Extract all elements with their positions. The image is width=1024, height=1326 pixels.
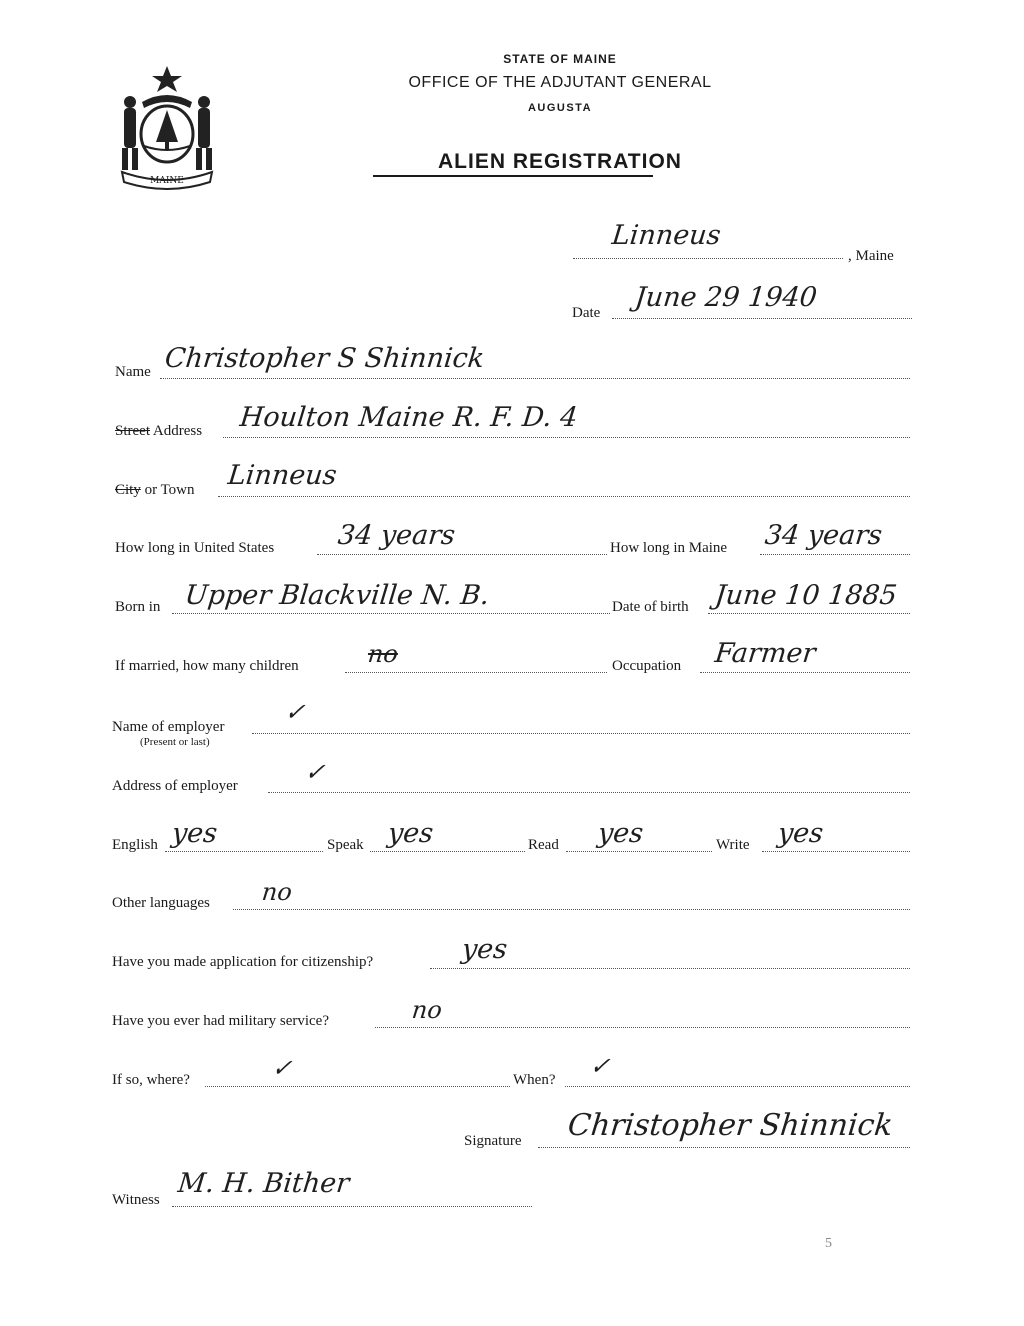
- citizenship-line: [430, 968, 910, 969]
- maine-seal-icon: [112, 62, 222, 190]
- born-in-line: [172, 613, 610, 614]
- address-value[interactable]: Houlton Maine R. F. D. 4: [238, 402, 580, 433]
- employer-address-label: Address of employer: [112, 778, 238, 794]
- how-long-maine-value[interactable]: 34 years: [763, 520, 884, 551]
- address-line: [223, 437, 910, 438]
- write-line: [762, 851, 910, 852]
- date-of-birth-line: [708, 613, 910, 614]
- how-long-maine-label: How long in Maine: [610, 540, 728, 556]
- employer-name-value[interactable]: ✓: [283, 698, 307, 726]
- town-label: [115, 482, 195, 499]
- town-top-line: [573, 258, 843, 259]
- when-line: [565, 1086, 910, 1087]
- signature-label: Signature: [464, 1133, 522, 1149]
- witness-line: [172, 1206, 532, 1207]
- where-line: [205, 1086, 510, 1087]
- where-label: If so, where?: [112, 1072, 190, 1088]
- form-title: ALIEN REGISTRATION: [438, 150, 682, 173]
- other-languages-line: [233, 909, 910, 910]
- town-value[interactable]: Linneus: [226, 460, 339, 491]
- title-underline: [373, 175, 653, 177]
- occupation-line: [700, 672, 910, 673]
- speak-line: [370, 851, 525, 852]
- other-languages-label: Other languages: [112, 895, 210, 911]
- read-line: [566, 851, 712, 852]
- name-value[interactable]: Christopher S Shinnick: [163, 343, 486, 374]
- header-office: OFFICE OF THE ADJUTANT GENERAL: [408, 74, 712, 91]
- occupation-label: Occupation: [612, 658, 682, 674]
- date-label: Date: [572, 305, 601, 321]
- address-word: Address: [150, 423, 203, 439]
- page-stamp: 5: [825, 1236, 832, 1251]
- speak-label: Speak: [327, 837, 364, 853]
- signature-line: [538, 1147, 910, 1148]
- name-label: Name: [115, 364, 151, 380]
- maine-label: , Maine: [848, 248, 894, 264]
- town-line: [218, 496, 910, 497]
- citizenship-label: Have you made application for citizenship?: [112, 954, 374, 970]
- write-label: Write: [716, 837, 750, 853]
- employer-address-line: [268, 792, 910, 793]
- how-long-us-value[interactable]: 34 years: [336, 520, 457, 551]
- date-of-birth-label: Date of birth: [612, 599, 689, 615]
- read-label: Read: [528, 837, 559, 853]
- english-line: [165, 851, 323, 852]
- speak-value[interactable]: yes: [386, 818, 435, 849]
- witness-label: Witness: [112, 1192, 160, 1208]
- address-label: [115, 423, 202, 440]
- other-languages-value[interactable]: no: [260, 878, 294, 906]
- employer-address-value[interactable]: ✓: [303, 758, 327, 786]
- where-value[interactable]: ✓: [270, 1054, 294, 1082]
- read-value[interactable]: yes: [596, 818, 645, 849]
- when-value[interactable]: ✓: [588, 1052, 612, 1080]
- town-top-value[interactable]: Linneus: [610, 220, 723, 251]
- employer-sub-label: (Present or last): [140, 736, 210, 748]
- how-long-us-label: How long in United States: [115, 540, 275, 556]
- military-line: [375, 1027, 910, 1028]
- how-long-us-line: [317, 554, 607, 555]
- occupation-value[interactable]: Farmer: [713, 638, 818, 669]
- children-value[interactable]: no: [366, 640, 400, 668]
- signature-value[interactable]: Christopher Shinnick: [566, 1108, 895, 1143]
- citizenship-value[interactable]: yes: [460, 934, 509, 965]
- children-label: If married, how many children: [115, 658, 299, 674]
- born-in-label: Born in: [115, 599, 161, 615]
- date-value[interactable]: June 29 1940: [633, 282, 819, 313]
- born-in-value[interactable]: Upper Blackville N. B.: [183, 580, 491, 611]
- date-line: [612, 318, 912, 319]
- write-value[interactable]: yes: [776, 818, 825, 849]
- employer-name-line: [252, 733, 910, 734]
- street-struck: Street: [115, 423, 150, 439]
- name-line: [160, 378, 910, 379]
- when-label: When?: [513, 1072, 556, 1088]
- city-struck: City: [115, 482, 141, 498]
- english-label: English: [112, 837, 158, 853]
- military-value[interactable]: no: [410, 996, 444, 1024]
- date-of-birth-value[interactable]: June 10 1885: [713, 580, 899, 611]
- english-value[interactable]: yes: [170, 818, 219, 849]
- or-town-word: or Town: [140, 482, 195, 498]
- how-long-maine-line: [760, 554, 910, 555]
- witness-value[interactable]: M. H. Bither: [176, 1168, 351, 1199]
- children-line: [345, 672, 607, 673]
- header-state: STATE OF MAINE: [503, 52, 617, 66]
- military-label: Have you ever had military service?: [112, 1013, 329, 1029]
- seal-banner-text: MAINE: [150, 176, 184, 186]
- employer-name-label: Name of employer: [112, 719, 225, 735]
- header-city: AUGUSTA: [527, 102, 593, 114]
